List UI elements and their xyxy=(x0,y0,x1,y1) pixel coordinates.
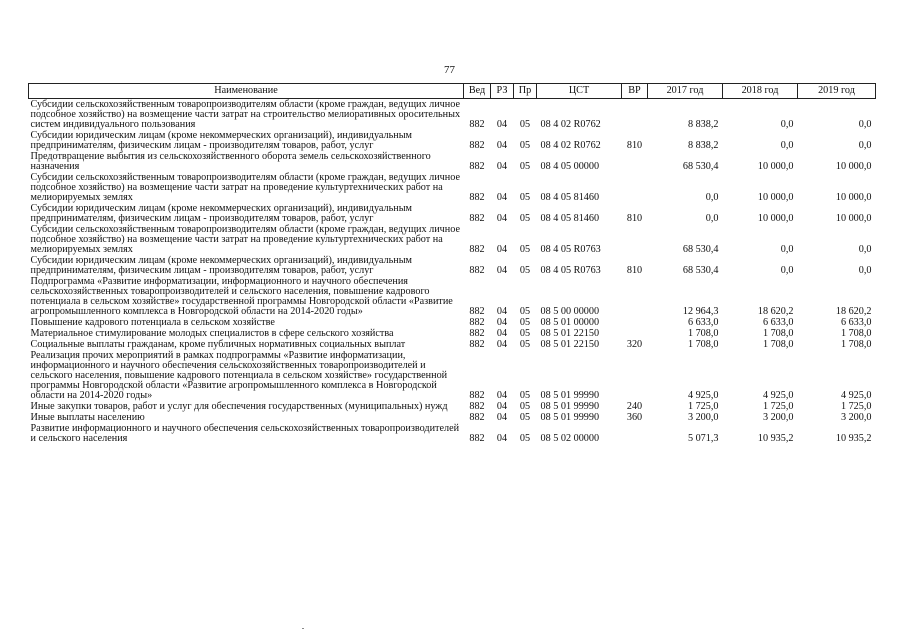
cell-pr: 05 xyxy=(519,213,531,224)
cell-name: Развитие информационного и научного обеспечения сельскохозяйственных товаропроизводителей и сельского населения xyxy=(30,423,460,444)
cell-name: Реализация прочих мероприятий в рамках подпрограммы «Развитие информатизации, информационного и научного обеспечения сельскохозяйственных товаропроизводителей и сельского населения, повышение кадрового потенциала в сельском хозяйстве» государственной программы Новгородской области «Развитие агропромышленного комплекса в Новгородской области на 2014-2020 годы» xyxy=(30,350,448,401)
cell-y2018: 1 725,0 xyxy=(762,401,794,412)
cell-name: Субсидии юридическим лицам (кроме некоммерческих организаций), индивидуальным предпринимателям, физическим лицам - производителям товаров, работ, услуг xyxy=(30,130,412,151)
cell-vr xyxy=(622,151,648,172)
header-rz: РЗ xyxy=(491,84,514,99)
cell-y2017: 1 708,0 xyxy=(687,339,719,350)
cell-vr xyxy=(622,350,648,401)
cell-y2018: 1 708,0 xyxy=(762,328,794,339)
cell-name: Подпрограмма «Развитие информатизации, информационного и научного обеспечения сельскохозяйственных товаропроизводителей и сельского населения, повышение кадрового потенциала в сельском хозяйстве» государственной программы Новгородской области «Развитие агропромышленного комплекса в Новгородской области на 2014-2020 годы» xyxy=(30,276,453,317)
cell-y2019: 10 000,0 xyxy=(835,192,872,203)
cell-y2019: 10 000,0 xyxy=(835,213,872,224)
table-header-row xyxy=(29,84,876,99)
header-2019: 2019 год xyxy=(798,84,876,99)
cell-pr: 05 xyxy=(519,119,531,130)
cell-cst: 08 4 02 R0762 xyxy=(540,140,601,151)
table-row xyxy=(29,151,876,172)
cell-y2019: 0,0 xyxy=(858,119,872,130)
cell-rz: 04 xyxy=(496,192,508,203)
table-row xyxy=(29,401,876,412)
cell-y2019: 1 725,0 xyxy=(840,401,872,412)
cell-name: Субсидии сельскохозяйственным товаропроизводителям области (кроме граждан, ведущих личное подсобное хозяйство) на возмещение части затрат на проведение культуртехнических работ на мелиорируемых землях xyxy=(30,224,460,255)
cell-y2017: 1 708,0 xyxy=(687,328,719,339)
cell-vr xyxy=(622,224,648,255)
header-name: Наименование xyxy=(29,84,464,99)
cell-vr xyxy=(622,172,648,203)
cell-rz: 04 xyxy=(496,119,508,130)
cell-pr: 05 xyxy=(519,192,531,203)
cell-vr xyxy=(622,99,648,131)
cell-y2019: 1 708,0 xyxy=(840,328,872,339)
cell-name: Социальные выплаты гражданам, кроме публичных нормативных социальных выплат xyxy=(30,339,406,350)
cell-y2019: 10 000,0 xyxy=(835,161,872,172)
cell-y2017: 68 530,4 xyxy=(682,161,719,172)
cell-rz: 04 xyxy=(496,161,508,172)
cell-rz: 04 xyxy=(496,390,508,401)
cell-name: Материальное стимулирование молодых специалистов в сфере сельского хозяйства xyxy=(30,328,394,339)
cell-name: Субсидии сельскохозяйственным товаропроизводителям области (кроме граждан, ведущих личное подсобное хозяйство) на возмещение части затрат на проведение культуртехнических работ на мелиорируемых землях xyxy=(30,172,460,203)
cell-ved: 882 xyxy=(469,161,485,172)
cell-pr: 05 xyxy=(519,244,531,255)
cell-cst: 08 5 01 99990 xyxy=(540,401,600,412)
cell-rz: 04 xyxy=(496,265,508,276)
cell-ved: 882 xyxy=(469,412,485,423)
cell-y2017: 68 530,4 xyxy=(682,265,719,276)
cell-cst: 08 4 05 R0763 xyxy=(540,265,601,276)
table-row xyxy=(29,99,876,131)
cell-vr: 240 xyxy=(626,401,643,412)
cell-y2019: 10 935,2 xyxy=(835,433,872,444)
cell-rz: 04 xyxy=(496,140,508,151)
cell-pr: 05 xyxy=(519,328,531,339)
table-row xyxy=(29,423,876,444)
table-row xyxy=(29,276,876,317)
budget-table xyxy=(28,83,876,444)
cell-ved: 882 xyxy=(469,317,485,328)
cell-y2017: 1 725,0 xyxy=(687,401,719,412)
table-body xyxy=(29,99,876,445)
cell-vr: 320 xyxy=(626,339,643,350)
table-row xyxy=(29,339,876,350)
cell-ved: 882 xyxy=(469,328,485,339)
cell-vr xyxy=(622,276,648,317)
cell-y2017: 0,0 xyxy=(705,192,719,203)
cell-ved: 882 xyxy=(469,265,485,276)
cell-y2017: 3 200,0 xyxy=(687,412,719,423)
cell-rz: 04 xyxy=(496,401,508,412)
header-vr: ВР xyxy=(622,84,648,99)
cell-y2019: 0,0 xyxy=(858,140,872,151)
cell-ved: 882 xyxy=(469,213,485,224)
cell-rz: 04 xyxy=(496,244,508,255)
cell-vr: 360 xyxy=(626,412,643,423)
cell-y2017: 6 633,0 xyxy=(687,317,719,328)
cell-y2018: 18 620,2 xyxy=(757,306,794,317)
table-row xyxy=(29,328,876,339)
cell-y2017: 12 964,3 xyxy=(682,306,719,317)
cell-name: Субсидии юридическим лицам (кроме некоммерческих организаций), индивидуальным предпринимателям, физическим лицам - производителям товаров, работ, услуг xyxy=(30,255,412,276)
header-2018: 2018 год xyxy=(723,84,798,99)
table-row xyxy=(29,203,876,224)
cell-y2018: 10 935,2 xyxy=(757,433,794,444)
cell-y2017: 0,0 xyxy=(705,213,719,224)
cell-ved: 882 xyxy=(469,119,485,130)
cell-y2018: 3 200,0 xyxy=(762,412,794,423)
cell-cst: 08 4 05 00000 xyxy=(540,161,600,172)
page-number: 77 xyxy=(444,64,455,76)
table-row xyxy=(29,350,876,401)
cell-vr xyxy=(622,423,648,444)
cell-pr: 05 xyxy=(519,433,531,444)
table-row xyxy=(29,130,876,151)
cell-cst: 08 5 01 99990 xyxy=(540,390,600,401)
cell-name: Субсидии юридическим лицам (кроме некоммерческих организаций), индивидуальным предпринимателям, физическим лицам - производителям товаров, работ, услуг xyxy=(30,203,412,224)
cell-ved: 882 xyxy=(469,306,485,317)
cell-y2018: 4 925,0 xyxy=(762,390,794,401)
cell-rz: 04 xyxy=(496,412,508,423)
cell-y2019: 18 620,2 xyxy=(835,306,872,317)
cell-name: Повышение кадрового потенциала в сельском хозяйстве xyxy=(30,317,275,328)
cell-vr xyxy=(622,328,648,339)
cell-ved: 882 xyxy=(469,339,485,350)
cell-pr: 05 xyxy=(519,401,531,412)
cell-pr: 05 xyxy=(519,317,531,328)
table-row xyxy=(29,224,876,255)
cell-y2017: 5 071,3 xyxy=(687,433,719,444)
cell-y2018: 10 000,0 xyxy=(757,213,794,224)
table-row xyxy=(29,255,876,276)
table-row xyxy=(29,412,876,423)
cell-y2018: 1 708,0 xyxy=(762,339,794,350)
cell-y2019: 6 633,0 xyxy=(840,317,872,328)
table-row xyxy=(29,172,876,203)
cell-cst: 08 5 00 00000 xyxy=(540,306,600,317)
cell-ved: 882 xyxy=(469,433,485,444)
cell-cst: 08 4 05 81460 xyxy=(540,192,600,203)
cell-rz: 04 xyxy=(496,339,508,350)
cell-pr: 05 xyxy=(519,140,531,151)
cell-pr: 05 xyxy=(519,161,531,172)
cell-rz: 04 xyxy=(496,213,508,224)
cell-pr: 05 xyxy=(519,339,531,350)
cell-rz: 04 xyxy=(496,433,508,444)
cell-pr: 05 xyxy=(519,390,531,401)
cell-name: Иные выплаты населению xyxy=(30,412,145,423)
header-cst: ЦСТ xyxy=(537,84,622,99)
cell-vr: 810 xyxy=(626,140,643,151)
cell-ved: 882 xyxy=(469,140,485,151)
cell-name: Субсидии сельскохозяйственным товаропроизводителям области (кроме граждан, ведущих личное подсобное хозяйство) на возмещение части затрат на строительство мелиоративных оросительных систем индивидуального пользования xyxy=(30,99,461,130)
cell-pr: 05 xyxy=(519,306,531,317)
cell-y2017: 8 838,2 xyxy=(687,119,719,130)
cell-ved: 882 xyxy=(469,390,485,401)
cell-cst: 08 5 01 22150 xyxy=(540,339,600,350)
cell-rz: 04 xyxy=(496,317,508,328)
cell-pr: 05 xyxy=(519,265,531,276)
cell-ved: 882 xyxy=(469,244,485,255)
cell-y2018: 0,0 xyxy=(780,119,794,130)
cell-y2018: 10 000,0 xyxy=(757,192,794,203)
cell-y2019: 1 708,0 xyxy=(840,339,872,350)
cell-cst: 08 4 02 R0762 xyxy=(540,119,601,130)
cell-cst: 08 4 05 81460 xyxy=(540,213,600,224)
cell-y2019: 0,0 xyxy=(858,244,872,255)
cell-y2018: 0,0 xyxy=(780,244,794,255)
table-row xyxy=(29,317,876,328)
cell-rz: 04 xyxy=(496,306,508,317)
cell-y2019: 3 200,0 xyxy=(840,412,872,423)
cell-name: Предотвращение выбытия из сельскохозяйственного оборота земель сельскохозяйственного назначения xyxy=(30,151,431,172)
cell-cst: 08 5 01 99990 xyxy=(540,412,600,423)
cell-y2017: 8 838,2 xyxy=(687,140,719,151)
cell-cst: 08 5 01 00000 xyxy=(540,317,600,328)
cell-y2018: 0,0 xyxy=(780,265,794,276)
cell-y2017: 4 925,0 xyxy=(687,390,719,401)
header-ved: Вед xyxy=(464,84,491,99)
cell-vr: 810 xyxy=(626,265,643,276)
cell-name: Иные закупки товаров, работ и услуг для обеспечения государственных (муниципальных) нужд xyxy=(30,401,448,412)
cell-cst: 08 5 02 00000 xyxy=(540,433,600,444)
scan-speck xyxy=(302,628,304,629)
header-2017: 2017 год xyxy=(648,84,723,99)
cell-pr: 05 xyxy=(519,412,531,423)
cell-cst: 08 4 05 R0763 xyxy=(540,244,601,255)
cell-ved: 882 xyxy=(469,401,485,412)
cell-y2019: 0,0 xyxy=(858,265,872,276)
cell-ved: 882 xyxy=(469,192,485,203)
header-pr: Пр xyxy=(514,84,537,99)
cell-rz: 04 xyxy=(496,328,508,339)
cell-y2019: 4 925,0 xyxy=(840,390,872,401)
cell-y2017: 68 530,4 xyxy=(682,244,719,255)
cell-vr: 810 xyxy=(626,213,643,224)
cell-cst: 08 5 01 22150 xyxy=(540,328,600,339)
cell-y2018: 6 633,0 xyxy=(762,317,794,328)
cell-y2018: 0,0 xyxy=(780,140,794,151)
cell-y2018: 10 000,0 xyxy=(757,161,794,172)
cell-vr xyxy=(622,317,648,328)
